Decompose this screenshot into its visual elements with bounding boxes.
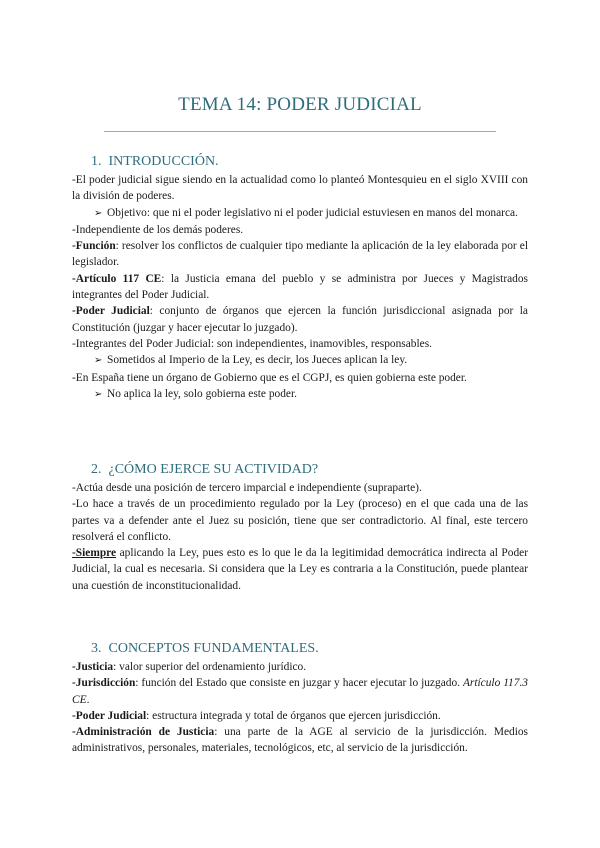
paragraph: -Actúa desde una posición de tercero imparcial e independiente (supraparte). [72,482,422,494]
bullet-item: ➢ Sometidos al Imperio de la Ley, es decir, los Jueces aplican la ley. [72,352,528,369]
paragraph: -Independiente de los demás poderes. [72,223,244,236]
term: -Función [72,240,116,253]
paragraph: -Lo hace a través de un procedimiento regulado por la Ley (proceso) en el que cada una de las partes va a defender ante el Juez su posición, tiene que ser contradictorio. Al final, este tercero resolverá el conflicto. [72,498,528,543]
section-title: CONCEPTOS FUNDAMENTALES. [108,641,319,656]
term: -Artículo 117 CE [72,272,162,285]
section-title: ¿CÓMO EJERCE SU ACTIVIDAD? [108,462,319,477]
paragraph: -Siempre aplicando la Ley, pues esto es lo que le da la legitimidad democrática indirecta al Poder Judicial, la cual es necesaria. Si considera que la Ley es contraria a la Constitución, puede plantear una cuestión de inconstitucionalidad. [72,547,528,592]
paragraph: -Función: resolver los conflictos de cualquier tipo mediante la aplicación de la ley elaborada por el legislador. [72,240,528,269]
arrow-bullet-icon: ➢ [94,207,103,219]
paragraph: -Poder Judicial: conjunto de órganos que ejercen la función jurisdiccional asignada por la Constitución (juzgar y hacer ejecutar lo juzgado). [72,305,528,334]
section-actividad [72,461,528,594]
term: -Siempre [72,547,117,560]
section-heading [72,640,528,658]
title-divider [104,131,496,132]
section-number: 2. [91,462,102,477]
term: -Poder Judicial [72,709,147,722]
section-number: 1. [91,154,102,169]
paragraph: -Justicia: valor superior del ordenamiento jurídico. [72,661,307,673]
paragraph: -En España tiene un órgano de Gobierno que es el CGPJ, es quien gobierna este poder. [72,371,467,384]
section-conceptos [72,640,528,757]
term: -Administración de Justicia [72,726,215,739]
term: -Jurisdicción [72,677,136,690]
term: -Poder Judicial [72,305,150,318]
section-title: INTRODUCCIÓN. [108,154,219,169]
document-title: TEMA 14: PODER JUDICIAL [178,94,422,115]
arrow-bullet-icon: ➢ [94,388,103,400]
arrow-bullet-icon: ➢ [94,355,103,367]
paragraph: -El poder judicial sigue siendo en la actualidad como lo planteó Montesquieu en el siglo XVIII con la división de poderes. [72,174,528,203]
paragraph: -Integrantes del Poder Judicial: son independientes, inamovibles, responsables. [72,337,432,350]
term: -Justicia [72,661,114,673]
paragraph: -Administración de Justicia: una parte de la AGE al servicio de la jurisdicción. Medios administrativos, personales, materiales, tecnológicos, etc, al servicio de la jurisdicción. [72,726,528,755]
section-number: 3. [91,641,102,656]
section-introduccion [72,153,528,403]
paragraph: -Artículo 117 CE: la Justicia emana del pueblo y se administra por Jueces y Magistrados integrantes del Poder Judicial. [72,272,528,302]
bullet-item: ➢ No aplica la ley, solo gobierna este poder. [72,386,528,403]
bullet-item: ➢ Objetivo: que ni el poder legislativo ni el poder judicial estuviesen en manos del monarca. [72,205,528,222]
legal-reference: Artículo 117.3 CE [72,677,528,706]
paragraph: -Poder Judicial: estructura integrada y total de órganos que ejercen jurisdicción. [72,709,441,722]
section-heading [72,461,528,479]
section-heading [72,153,528,171]
paragraph: -Jurisdicción: función del Estado que consiste en juzgar y hacer ejecutar lo juzgado. Artículo 117.3 CE. [72,677,528,706]
